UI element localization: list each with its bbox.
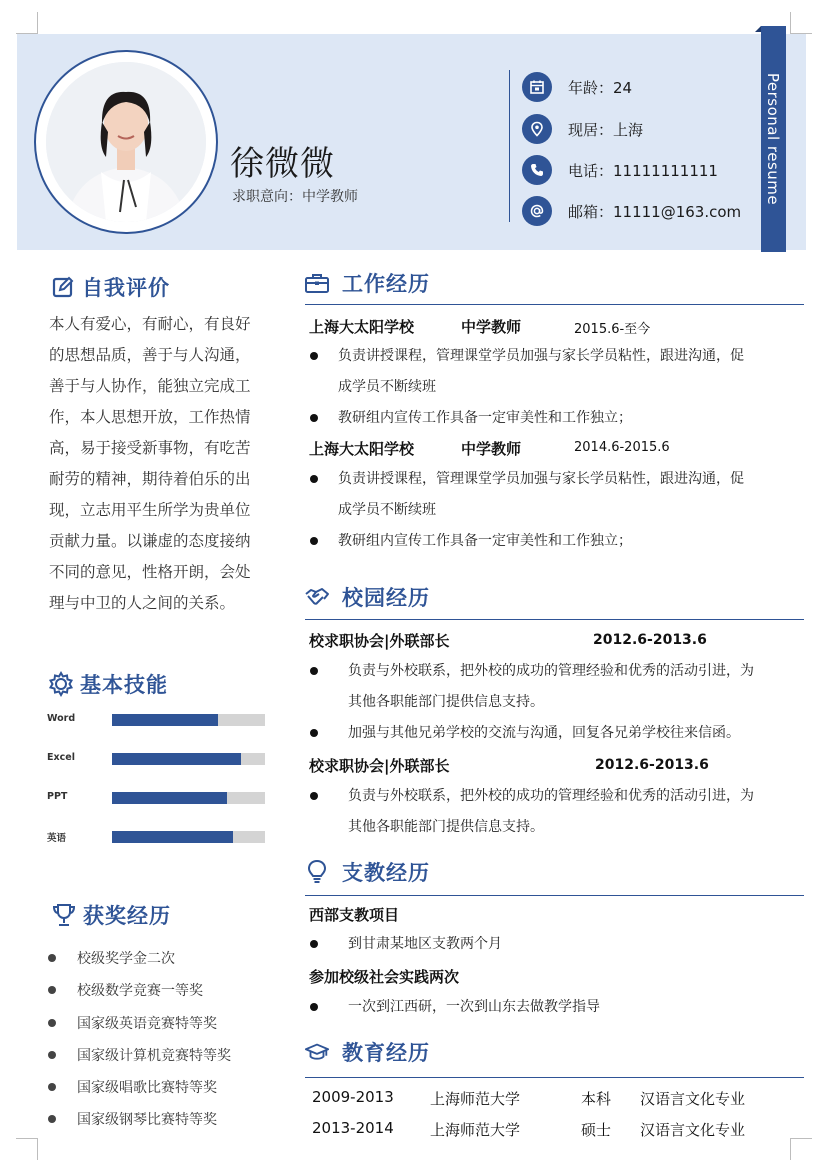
evaluation-title-text: 自我评价	[82, 276, 170, 300]
edu-degree: 硕士	[581, 1121, 612, 1139]
evaluation-line: 理与中卫的人之间的关系。	[49, 594, 236, 612]
campus-head: 校求职协会|外联部长	[309, 632, 450, 650]
award-text: 校级数学竞赛一等奖	[77, 983, 203, 999]
evaluation-line: 耐劳的精神，期待着伯乐的出	[49, 470, 251, 488]
work-divider	[305, 304, 804, 305]
bullet-line: 一次到江西研，一次到山东去做教学指导	[348, 999, 600, 1015]
award-item	[48, 1013, 217, 1033]
skill-label: 英语	[47, 833, 67, 844]
evaluation-line: 高，易于接受新事物，有吃苦	[49, 439, 251, 457]
awards-title	[51, 900, 171, 930]
bullet-dot	[48, 1051, 56, 1059]
education-title-text: 教育经历	[342, 1041, 430, 1065]
info-age	[522, 72, 632, 102]
trophy-icon	[51, 902, 77, 928]
crop-mark-top-left	[16, 12, 38, 34]
award-item	[48, 948, 175, 968]
bullet-dot	[310, 537, 318, 545]
bullet-dot	[310, 940, 318, 948]
campus-bullet	[309, 718, 799, 749]
award-text: 校级奖学金二次	[77, 951, 175, 967]
info-age-text: 年龄：24	[568, 78, 633, 97]
edu-major: 汉语言文化专业	[640, 1090, 746, 1108]
evaluation-line: 贡献力量。以谦虚的态度接纳	[49, 532, 251, 550]
award-item	[48, 1045, 231, 1065]
lightbulb-icon	[304, 859, 330, 885]
bullet-line: 负责讲授课程，管理课堂学员加强与家长学员粘性，跟进沟通，促	[338, 471, 744, 487]
skill-track	[112, 831, 265, 843]
evaluation-line: 的思想品质，善于与人沟通，	[49, 346, 251, 364]
award-text: 国家级英语竞赛特等奖	[77, 1016, 217, 1032]
education-title	[304, 1037, 430, 1067]
skills-title-text: 基本技能	[80, 673, 168, 697]
info-email-text: 邮箱：11111@163.com	[568, 202, 742, 221]
handshake-icon	[304, 584, 330, 610]
evaluation-line: 本人有爱心，有耐心，有良好	[49, 315, 251, 333]
phone-icon	[522, 155, 552, 185]
edu-period: 2013-2014	[312, 1119, 394, 1137]
bullet-line: 教研组内宣传工作具备一定审美性和工作独立；	[338, 410, 632, 426]
support-bullet	[309, 992, 799, 1023]
job-date: 2014.6-2015.6	[574, 440, 670, 455]
skill-track	[112, 792, 265, 804]
bullet-dot	[310, 352, 318, 360]
award-text: 国家级唱歌比赛特等奖	[77, 1080, 217, 1096]
bullet-dot	[310, 667, 318, 675]
campus-date: 2012.6-2013.6	[595, 757, 709, 773]
skill-label: Excel	[47, 752, 75, 763]
info-phone	[522, 155, 718, 185]
edu-period: 2009-2013	[312, 1088, 394, 1106]
award-item	[48, 980, 203, 1000]
awards-title-text: 获奖经历	[83, 904, 171, 928]
bullet-line: 其他各职能部门提供信息支持。	[348, 819, 544, 835]
skill-row	[47, 830, 267, 844]
campus-title-text: 校园经历	[342, 586, 430, 610]
bullet-line: 其他各职能部门提供信息支持。	[348, 694, 544, 710]
skill-row	[47, 752, 267, 766]
evaluation-line: 现，立志用平生所学为贵单位	[49, 501, 251, 519]
job-bullet	[309, 526, 799, 557]
calendar-icon	[522, 72, 552, 102]
skill-row	[47, 713, 267, 727]
skill-label: Word	[47, 713, 76, 724]
crop-mark-bottom-left	[16, 1138, 38, 1160]
job-role: 中学教师	[461, 318, 522, 336]
applicant-name: 徐微微	[230, 144, 335, 184]
briefcase-icon	[304, 270, 330, 296]
job-bullet	[309, 403, 799, 434]
edu-degree: 本科	[581, 1090, 612, 1108]
evaluation-line: 作，本人思想开放，工作热情	[49, 408, 251, 426]
evaluation-line: 善于与人协作，能独立完成工	[49, 377, 251, 395]
skill-track	[112, 753, 265, 765]
bullet-line: 成学员不断续班	[338, 502, 436, 518]
info-residence	[522, 114, 643, 144]
award-item	[48, 1077, 217, 1097]
ribbon-label	[761, 26, 786, 252]
location-pin-icon	[522, 114, 552, 144]
education-divider	[305, 1077, 804, 1078]
bullet-line: 成学员不断续班	[338, 379, 436, 395]
bullet-dot	[310, 729, 318, 737]
skill-fill	[112, 831, 233, 843]
job-bullet	[309, 341, 799, 403]
bullet-line: 负责与外校联系，把外校的成功的管理经验和优秀的活动引进，为	[348, 663, 754, 679]
info-residence-text: 现居：上海	[568, 120, 644, 139]
profile-photo	[46, 62, 206, 222]
graduation-cap-icon	[304, 1039, 330, 1065]
bullet-dot	[310, 1003, 318, 1011]
job-org: 上海大太阳学校	[309, 440, 415, 458]
bullet-dot	[48, 1019, 56, 1027]
evaluation-line: 不同的意见，性格开朗，会处	[49, 563, 251, 581]
edu-major: 汉语言文化专业	[640, 1121, 746, 1139]
edu-school: 上海师范大学	[430, 1090, 521, 1108]
bullet-line: 负责与外校联系，把外校的成功的管理经验和优秀的活动引进，为	[348, 788, 754, 804]
campus-date: 2012.6-2013.6	[593, 632, 707, 648]
bullet-dot	[310, 414, 318, 422]
job-org: 上海大太阳学校	[309, 318, 415, 336]
email-icon	[522, 196, 552, 226]
bullet-line: 到甘肃某地区支教两个月	[348, 936, 502, 952]
edu-school: 上海师范大学	[430, 1121, 521, 1139]
support-title-text: 支教经历	[342, 861, 430, 885]
award-text: 国家级计算机竞赛特等奖	[77, 1048, 231, 1064]
campus-head: 校求职协会|外联部长	[309, 757, 450, 775]
bullet-dot	[48, 1083, 56, 1091]
bullet-dot	[48, 986, 56, 994]
gear-icon	[48, 671, 74, 697]
ribbon-text: Personal resume	[764, 72, 783, 206]
work-title	[304, 268, 430, 298]
campus-divider	[305, 619, 804, 620]
evaluation-title	[50, 272, 170, 302]
skill-fill	[112, 714, 218, 726]
work-title-text: 工作经历	[342, 272, 430, 296]
award-item	[48, 1109, 217, 1129]
campus-bullet	[309, 781, 799, 843]
support-title	[304, 857, 430, 887]
info-email	[522, 196, 741, 226]
header-divider	[509, 70, 510, 222]
support-bullet	[309, 929, 799, 960]
bullet-line: 教研组内宣传工作具备一定审美性和工作独立；	[338, 533, 632, 549]
bullet-line: 负责讲授课程，管理课堂学员加强与家长学员粘性，跟进沟通，促	[338, 348, 744, 364]
skills-title	[48, 669, 168, 699]
award-text: 国家级钢琴比赛特等奖	[77, 1112, 217, 1128]
bullet-dot	[310, 475, 318, 483]
crop-mark-bottom-right	[790, 1138, 812, 1160]
job-intent: 求职意向：中学教师	[232, 189, 358, 205]
skill-label: PPT	[47, 791, 68, 802]
job-bullet	[309, 464, 799, 526]
campus-bullet	[309, 656, 799, 718]
bullet-dot	[48, 954, 56, 962]
support-head: 西部支教项目	[309, 906, 400, 924]
skill-fill	[112, 792, 227, 804]
skill-row	[47, 791, 267, 805]
bullet-line: 加强与其他兄弟学校的交流与沟通，回复各兄弟学校往来信函。	[348, 725, 740, 741]
skill-fill	[112, 753, 241, 765]
campus-title	[304, 582, 430, 612]
crop-mark-top-right	[790, 12, 812, 34]
job-date: 2015.6-至今	[574, 322, 651, 337]
support-divider	[305, 895, 804, 896]
bullet-dot	[310, 792, 318, 800]
info-phone-text: 电话：11111111111	[568, 161, 718, 180]
skill-track	[112, 714, 265, 726]
support-head: 参加校级社会实践两次	[309, 968, 460, 986]
evaluation-text	[49, 309, 273, 619]
job-role: 中学教师	[461, 440, 522, 458]
bullet-dot	[48, 1115, 56, 1123]
edit-icon	[50, 274, 76, 300]
